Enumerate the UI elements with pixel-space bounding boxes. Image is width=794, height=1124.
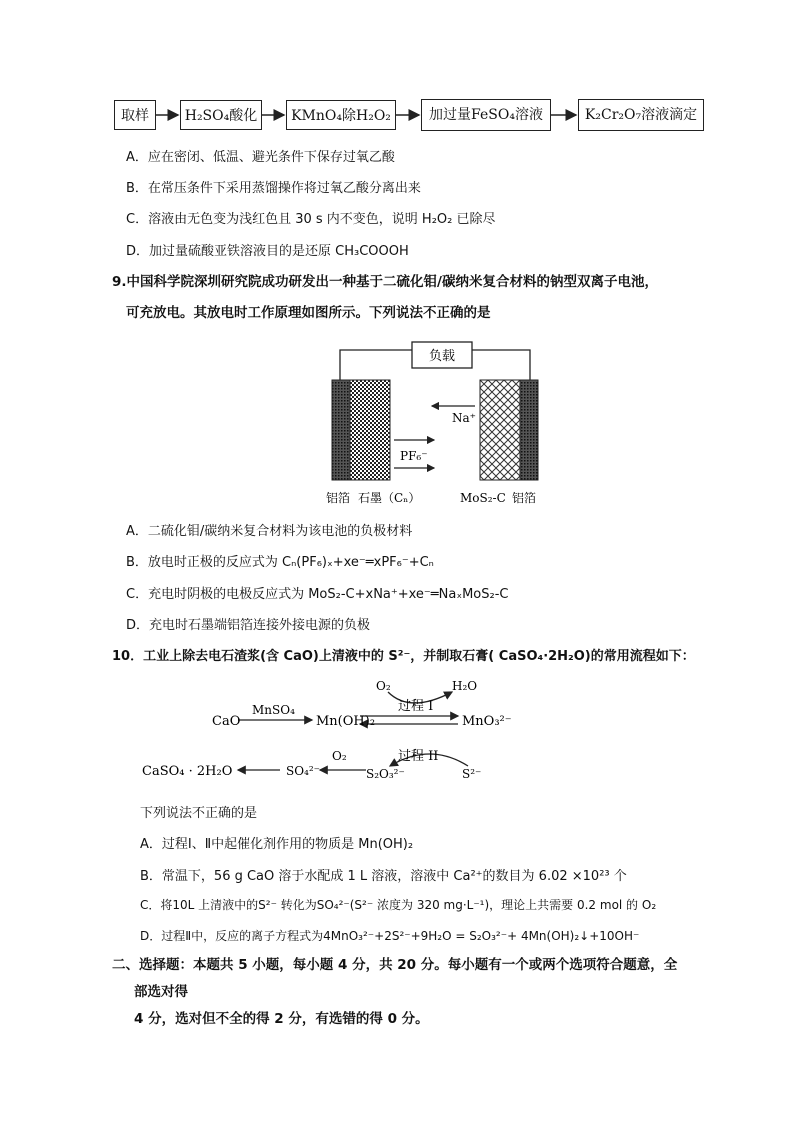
q10-option-c: C．将10L 上清液中的S²⁻ 转化为SO₄²⁻(S²⁻ 浓度为 320 mg·L⁻¹)，理论上共需要 0.2 mol 的 O₂ xyxy=(140,898,657,912)
q8-option-a: A．应在密闭、低温、避光条件下保存过氧乙酸 xyxy=(126,150,395,165)
q10-option-b: B．常温下，56 g CaO 溶于水配成 1 L 溶液，溶液中 Ca²⁺的数目为 6.02 ×10²³ 个 xyxy=(140,869,627,884)
q9-option-d: D．充电时石墨端铝箔连接外接电源的负极 xyxy=(126,618,371,633)
o2-bottom-label: O₂ xyxy=(332,749,347,763)
flow-arrows xyxy=(0,100,794,132)
gypsum-flow-graphic xyxy=(140,670,520,790)
battery-diagram-graphic xyxy=(320,340,550,510)
q10-stem: 10．工业上除去电石渣浆(含 CaO)上清液中的 S²⁻，并制取石膏( CaSO₄·2H₂O)的常用流程如下： xyxy=(112,649,695,664)
flow-step-1: 取样 xyxy=(114,100,156,130)
pf6-ion-label: PF₆⁻ xyxy=(400,449,428,463)
circuit-wire-right xyxy=(472,350,530,380)
q9-option-a: A．二硫化钼/碳纳米复合材料为该电池的负极材料 xyxy=(126,524,413,539)
process1-label: 过程 I xyxy=(398,699,434,714)
caso4-label: CaSO₄ · 2H₂O xyxy=(142,764,233,779)
mnso4-label: MnSO₄ xyxy=(252,703,295,717)
q9-option-b: B．放电时正极的反应式为 Cₙ(PF₆)ₓ+xe⁻═xPF₆⁻+Cₙ xyxy=(126,555,434,570)
flow-step-3: KMnO₄除H₂O₂ xyxy=(286,100,396,130)
left-aluminium-foil xyxy=(332,380,350,480)
section2-line3: 4 分，选对但不全的得 2 分，有选错的得 0 分。 xyxy=(134,1011,429,1027)
q9-option-c: C．充电时阴极的电极反应式为 MoS₂-C+xNa⁺+xe⁻═NaₓMoS₂-C xyxy=(126,587,509,602)
process2-label: 过程 II xyxy=(398,749,439,764)
q10-option-a: A．过程Ⅰ、Ⅱ中起催化剂作用的物质是 Mn(OH)₂ xyxy=(140,837,414,852)
mos2c-electrode xyxy=(480,380,520,480)
load-label: 负载 xyxy=(428,349,456,364)
q10-lead: 下列说法不正确的是 xyxy=(140,806,258,821)
mos2c-label: MoS₂-C xyxy=(460,491,506,505)
q9-stem-line2: 可充放电。其放电时工作原理如图所示。下列说法不正确的是 xyxy=(126,305,491,321)
section2-line2: 部选对得 xyxy=(134,984,188,1000)
q8-option-d: D．加过量硫酸亚铁溶液目的是还原 CH₃COOOH xyxy=(126,244,409,259)
mno3-label: MnO₃²⁻ xyxy=(462,714,512,729)
q9-stem-line1: 9.中国科学院深圳研究院成功研发出一种基于二硫化钼/碳纳米复合材料的钠型双离子电池， xyxy=(112,274,658,290)
circuit-wire-left xyxy=(340,350,412,380)
mnoh2-label: Mn(OH)₂ xyxy=(316,714,376,729)
so4-label: SO₄²⁻ xyxy=(286,764,321,778)
section2-line1: 二、选择题：本题共 5 小题，每小题 4 分，共 20 分。每小题有一个或两个选项符合题意，全 xyxy=(112,957,678,973)
flow-step-2: H₂SO₄酸化 xyxy=(180,100,262,130)
o2-top-label: O₂ xyxy=(376,679,391,693)
h2o-label: H₂O xyxy=(452,679,478,693)
left-foil-label: 铝箔 xyxy=(326,491,351,505)
s2-label: S²⁻ xyxy=(462,767,482,781)
flow-step-5: K₂Cr₂O₇溶液滴定 xyxy=(578,99,704,131)
s2o3-label: S₂O₃²⁻ xyxy=(366,767,405,781)
q8-option-b: B．在常压条件下采用蒸馏操作将过氧乙酸分离出来 xyxy=(126,181,421,196)
graphite-label: 石墨（Cₙ） xyxy=(358,491,421,505)
right-aluminium-foil xyxy=(520,380,538,480)
q10-option-d: D．过程Ⅱ中，反应的离子方程式为4MnO₃²⁻+2S²⁻+9H₂O = S₂O₃²⁻+ 4Mn(OH)₂↓+10OH⁻ xyxy=(140,929,640,943)
right-foil-label: 铝箔 xyxy=(512,491,537,505)
cao-label: CaO xyxy=(212,714,241,729)
q8-option-c: C．溶液由无色变为浅红色且 30 s 内不变色，说明 H₂O₂ 已除尽 xyxy=(126,212,496,227)
flow-step-4: 加过量FeSO₄溶液 xyxy=(421,99,551,131)
na-ion-label: Na⁺ xyxy=(452,411,476,425)
graphite-electrode xyxy=(350,380,390,480)
